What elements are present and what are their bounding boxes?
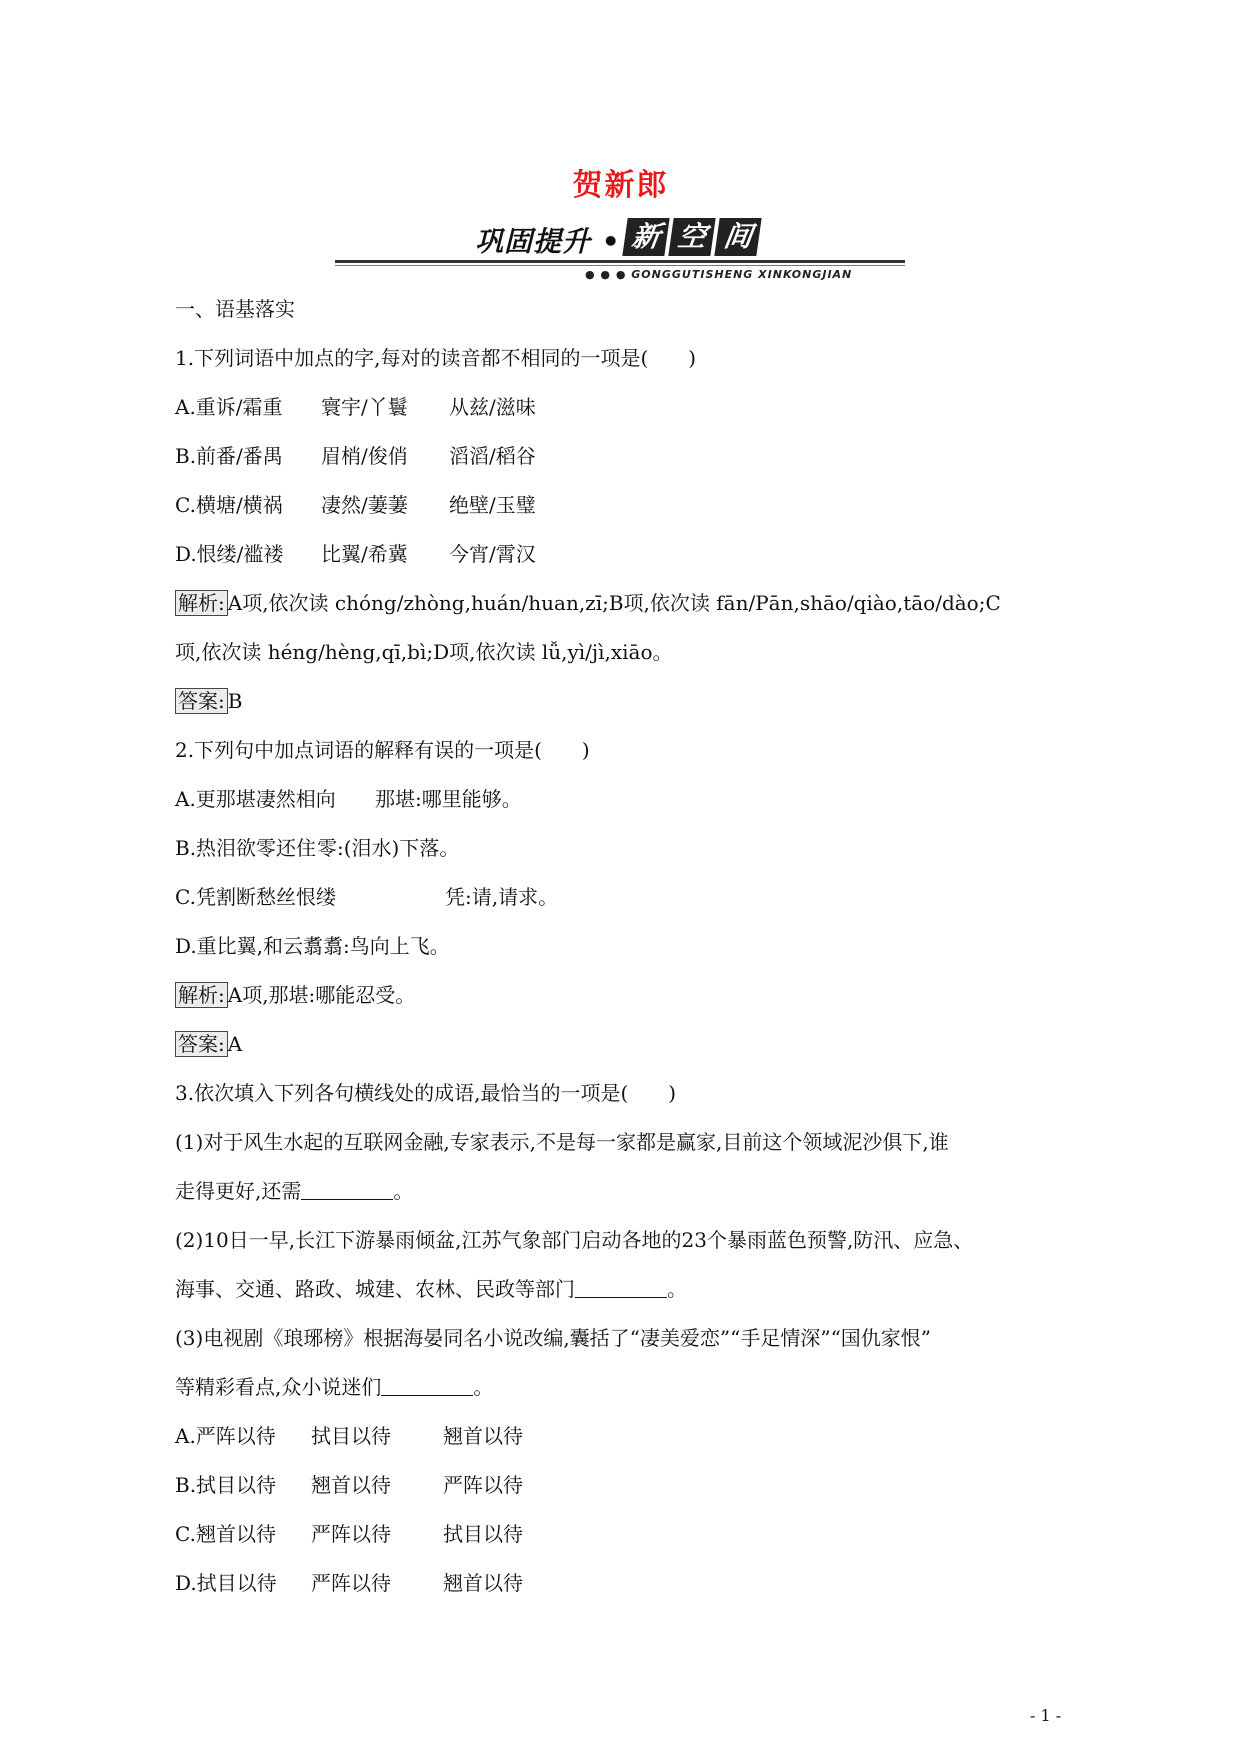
sentence-cont: 走得更好,还需 。 [175, 1179, 414, 1203]
banner-divider [335, 260, 905, 263]
banner-boxes [625, 218, 759, 256]
answer-tag: 答案: [175, 1031, 228, 1057]
document-body [175, 285, 1075, 1608]
option-row: A.重诉/霜重 寰宇/丫鬟 从兹/滋味 [175, 395, 536, 419]
page-title: 贺新郎 [572, 168, 669, 203]
option-row: C.横塘/横祸 凄然/萋萋 绝壁/玉璧 [175, 493, 536, 517]
banner-divider-thin [335, 265, 905, 266]
sentence: (3)电视剧《琅琊榜》根据海晏同名小说改编,囊括了“凄美爱恋”“手足情深”“国仇家恨” [175, 1326, 932, 1350]
answer: 答案: A [175, 1020, 1075, 1069]
option-row: D.恨缕/褴褛 比翼/希冀 今宵/霄汉 [175, 542, 536, 566]
option-row: C.凭割断愁丝恨缕 凭:请,请求。 [175, 885, 559, 909]
section-banner [335, 218, 905, 281]
page-number: - 1 - [1030, 1706, 1062, 1725]
sentence-cont: 海事、交通、路政、城建、农林、民政等部门 。 [175, 1277, 687, 1301]
analysis-tag: 解析: [175, 590, 228, 616]
analysis: 解析: A项,那堪:哪能忍受。 [175, 971, 1075, 1020]
sentence-cont: 等精彩看点,众小说迷们 。 [175, 1375, 494, 1399]
banner-subtitle: ● ● ● GONGGUTISHENG XINKONGJIAN [585, 268, 853, 281]
option-row: B.热泪欲零还住零:(泪水)下落。 [175, 836, 460, 860]
banner-box: 新 [622, 218, 669, 256]
sentence: (1)对于风生水起的互联网金融,专家表示,不是每一家都是赢家,目前这个领域泥沙俱下,谁 [175, 1130, 949, 1154]
analysis: 解析: A项,依次读 chóng/zhòng,huán/huan,zī;B项,依次读 fān/Pān,shāo/qiào,tāo/dào;C [175, 579, 1075, 628]
banner-label: 巩固提升 • [475, 225, 621, 258]
question-stem: 2.下列句中加点词语的解释有误的一项是( ) [175, 738, 590, 762]
banner-box: 间 [714, 218, 761, 256]
sentence: (2)10日一早,长江下游暴雨倾盆,江苏气象部门启动各地的23个暴雨蓝色预警,防汛、应急、 [175, 1228, 974, 1252]
banner-box: 空 [668, 218, 715, 256]
answer-tag: 答案: [175, 688, 228, 714]
fill-blank [575, 1275, 667, 1298]
analysis-cont: 项,依次读 héng/hèng,qī,bì;D项,依次读 lǚ,yì/jì,xiāo。 [175, 640, 673, 664]
option-row: D.拭目以待 严阵以待 翘首以待 [175, 1571, 523, 1595]
question-stem: 3.依次填入下列各句横线处的成语,最恰当的一项是( ) [175, 1081, 677, 1105]
option-row: A.更那堪凄然相向 那堪:哪里能够。 [175, 787, 522, 811]
question-stem: 1.下列词语中加点的字,每对的读音都不相同的一项是( ) [175, 346, 697, 370]
option-row: B.前番/番禺 眉梢/俊俏 滔滔/稻谷 [175, 444, 536, 468]
option-row: A.严阵以待 拭目以待 翘首以待 [175, 1424, 523, 1448]
analysis-tag: 解析: [175, 982, 228, 1008]
option-row: D.重比翼,和云翥翥:鸟向上飞。 [175, 934, 450, 958]
section-heading: 一、语基落实 [175, 297, 295, 321]
fill-blank [301, 1177, 393, 1200]
option-row: C.翘首以待 严阵以待 拭目以待 [175, 1522, 523, 1546]
answer: 答案: B [175, 677, 1075, 726]
option-row: B.拭目以待 翘首以待 严阵以待 [175, 1473, 523, 1497]
fill-blank [381, 1373, 473, 1396]
